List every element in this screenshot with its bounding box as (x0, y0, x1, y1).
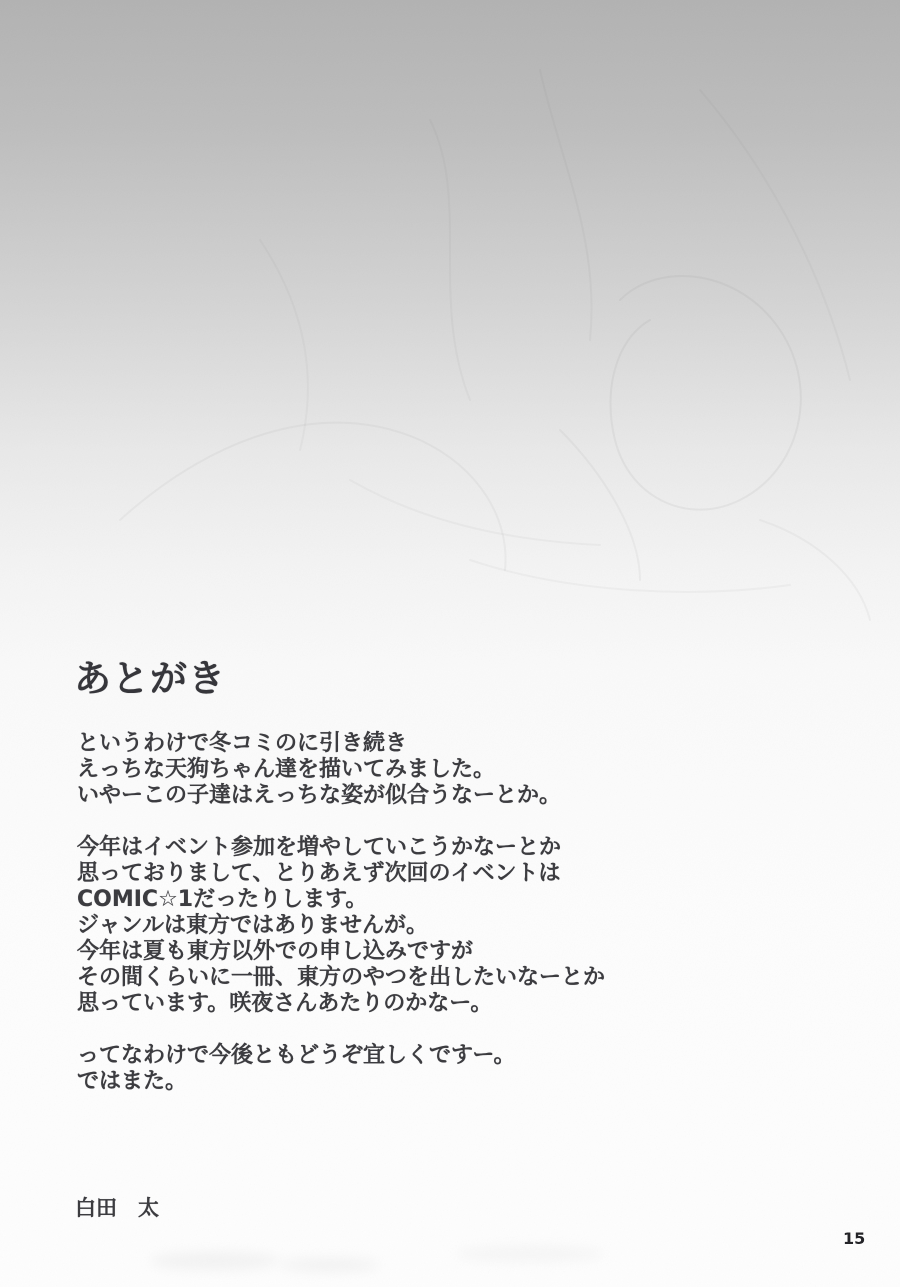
afterword-heading: あとがき (74, 657, 226, 700)
page-number: 15 (843, 1229, 866, 1248)
text-line: 今年はイベント参加を増やしていこうかなーとか (77, 835, 562, 860)
text-line: ってなわけで今後ともどうぞ宜しくですー。 (77, 1043, 516, 1068)
text-line: 今年は夏も東方以外での申し込みですが (77, 939, 474, 964)
author-credit: 白田 太 (75, 1196, 159, 1220)
afterword-body (77, 731, 605, 1121)
text-line: えっちな天狗ちゃん達を描いてみました。 (77, 757, 496, 782)
text-line: ジャンルは東方ではありませんが。 (77, 913, 429, 938)
text-line: 思っておりまして、とりあえず次回のイベントは (77, 861, 561, 886)
paragraph-1 (77, 731, 605, 809)
text-line: COMIC☆1だったりします。 (77, 887, 368, 912)
text-line: というわけで冬コミのに引き続き (77, 731, 408, 756)
text-line: その間くらいに一冊、東方のやつを出したいなーとか (77, 965, 606, 990)
text-line: 思っています。咲夜さんあたりのかなー。 (77, 991, 493, 1016)
paragraph-3 (77, 1043, 605, 1095)
text-line: いやーこの子達はえっちな姿が似合うなーとか。 (77, 783, 562, 808)
paragraph-2 (77, 835, 605, 1017)
text-line: ではまた。 (77, 1069, 188, 1094)
